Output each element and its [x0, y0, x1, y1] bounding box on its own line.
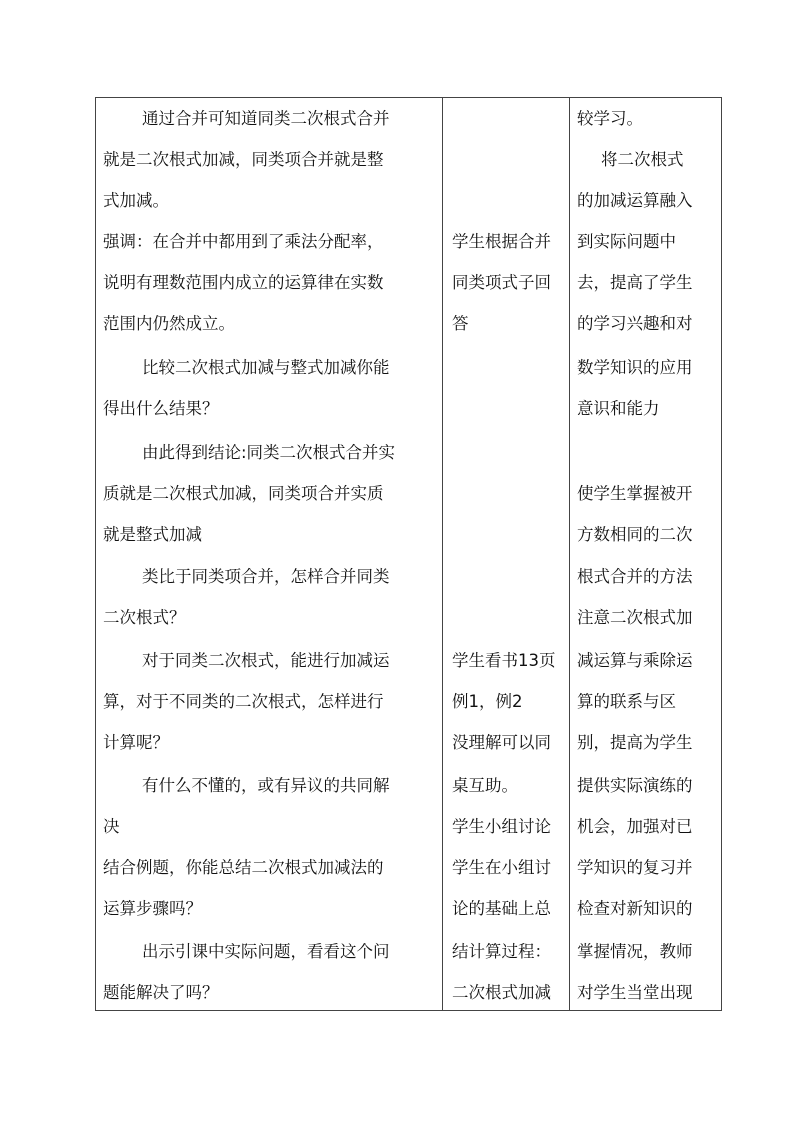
intent-text-line: 较学习。 — [577, 109, 643, 128]
intent-text-line: 根式合并的方法 — [577, 567, 693, 586]
intent-text-line: 的加减运算融入 — [577, 191, 693, 210]
teacher-text-line: 计算呢？ — [103, 733, 169, 752]
teacher-text-line: 运算步骤吗？ — [103, 899, 202, 918]
teacher-text-line: 通过合并可知道同类二次根式合并 — [142, 109, 390, 128]
student-activity-cell — [443, 98, 569, 1010]
teacher-activity-cell — [96, 98, 442, 1010]
student-text-line: 例1，例2 — [452, 692, 523, 711]
student-text-line: 答 — [452, 314, 469, 333]
teacher-text-line: 出示引课中实际问题，看看这个问 — [142, 942, 390, 961]
design-intent-cell — [570, 98, 722, 1010]
student-text-line: 学生小组讨论 — [452, 817, 551, 836]
intent-text-line: 算的联系与区 — [577, 692, 676, 711]
intent-text-line: 学知识的复习并 — [577, 858, 693, 877]
student-text-line: 桌互助。 — [452, 776, 518, 795]
intent-text-line: 方数相同的二次 — [577, 525, 693, 544]
teacher-text-line: 有什么不懂的，或有异议的共同解 — [142, 776, 390, 795]
teacher-text-line: 质就是二次根式加减，同类项合并实质 — [103, 484, 384, 503]
teacher-text-line: 结合例题，你能总结二次根式加减法的 — [103, 858, 384, 877]
teacher-text-line: 就是整式加减 — [103, 525, 202, 544]
teacher-text-line: 比较二次根式加减与整式加减你能 — [142, 358, 390, 377]
teacher-text-line: 算，对于不同类的二次根式，怎样进行 — [103, 692, 384, 711]
student-text-line: 论的基础上总 — [452, 899, 551, 918]
teacher-text-line: 就是二次根式加减，同类项合并就是整 — [103, 150, 384, 169]
student-text-line: 学生看书13页 — [452, 651, 556, 670]
teacher-text-line: 得出什么结果？ — [103, 399, 219, 418]
intent-text-line: 到实际问题中 — [577, 232, 676, 251]
intent-text-line: 对学生当堂出现 — [577, 983, 693, 1002]
student-text-line: 结计算过程： — [452, 942, 551, 961]
teacher-text-line: 对于同类二次根式，能进行加减运 — [142, 651, 390, 670]
student-text-line: 没理解可以同 — [452, 733, 551, 752]
intent-text-line: 减运算与乘除运 — [577, 651, 693, 670]
lesson-plan-table — [95, 97, 722, 1011]
intent-text-line: 掌握情况，教师 — [577, 942, 693, 961]
student-text-line: 学生根据合并 — [452, 232, 551, 251]
student-text-line: 同类项式子回 — [452, 273, 551, 292]
teacher-text-line: 由此得到结论:同类二次根式合并实 — [142, 443, 396, 462]
intent-text-line: 提供实际演练的 — [577, 776, 693, 795]
student-text-line: 学生在小组讨 — [452, 858, 551, 877]
intent-text-line: 数学知识的应用 — [577, 358, 693, 377]
student-text-line: 二次根式加减 — [452, 983, 551, 1002]
teacher-text-line: 类比于同类项合并，怎样合并同类 — [142, 567, 390, 586]
intent-text-line: 检查对新知识的 — [577, 899, 693, 918]
teacher-text-line: 范围内仍然成立。 — [103, 314, 235, 333]
intent-text-line: 别，提高为学生 — [577, 733, 693, 752]
intent-text-line: 去，提高了学生 — [577, 273, 693, 292]
intent-text-line: 机会，加强对已 — [577, 817, 693, 836]
intent-text-line: 的学习兴趣和对 — [577, 314, 693, 333]
teacher-text-line: 强调：在合并中都用到了乘法分配率， — [103, 232, 384, 251]
teacher-text-line: 二次根式？ — [103, 608, 186, 627]
teacher-text-line: 说明有理数范围内成立的运算律在实数 — [103, 273, 384, 292]
intent-text-line: 将二次根式 — [601, 150, 684, 169]
intent-text-line: 使学生掌握被开 — [577, 484, 693, 503]
intent-text-line: 注意二次根式加 — [577, 608, 693, 627]
intent-text-line: 意识和能力 — [577, 399, 660, 418]
teacher-text-line: 式加减。 — [103, 191, 169, 210]
teacher-text-line: 题能解决了吗？ — [103, 983, 219, 1002]
teacher-text-line: 决 — [103, 817, 120, 836]
